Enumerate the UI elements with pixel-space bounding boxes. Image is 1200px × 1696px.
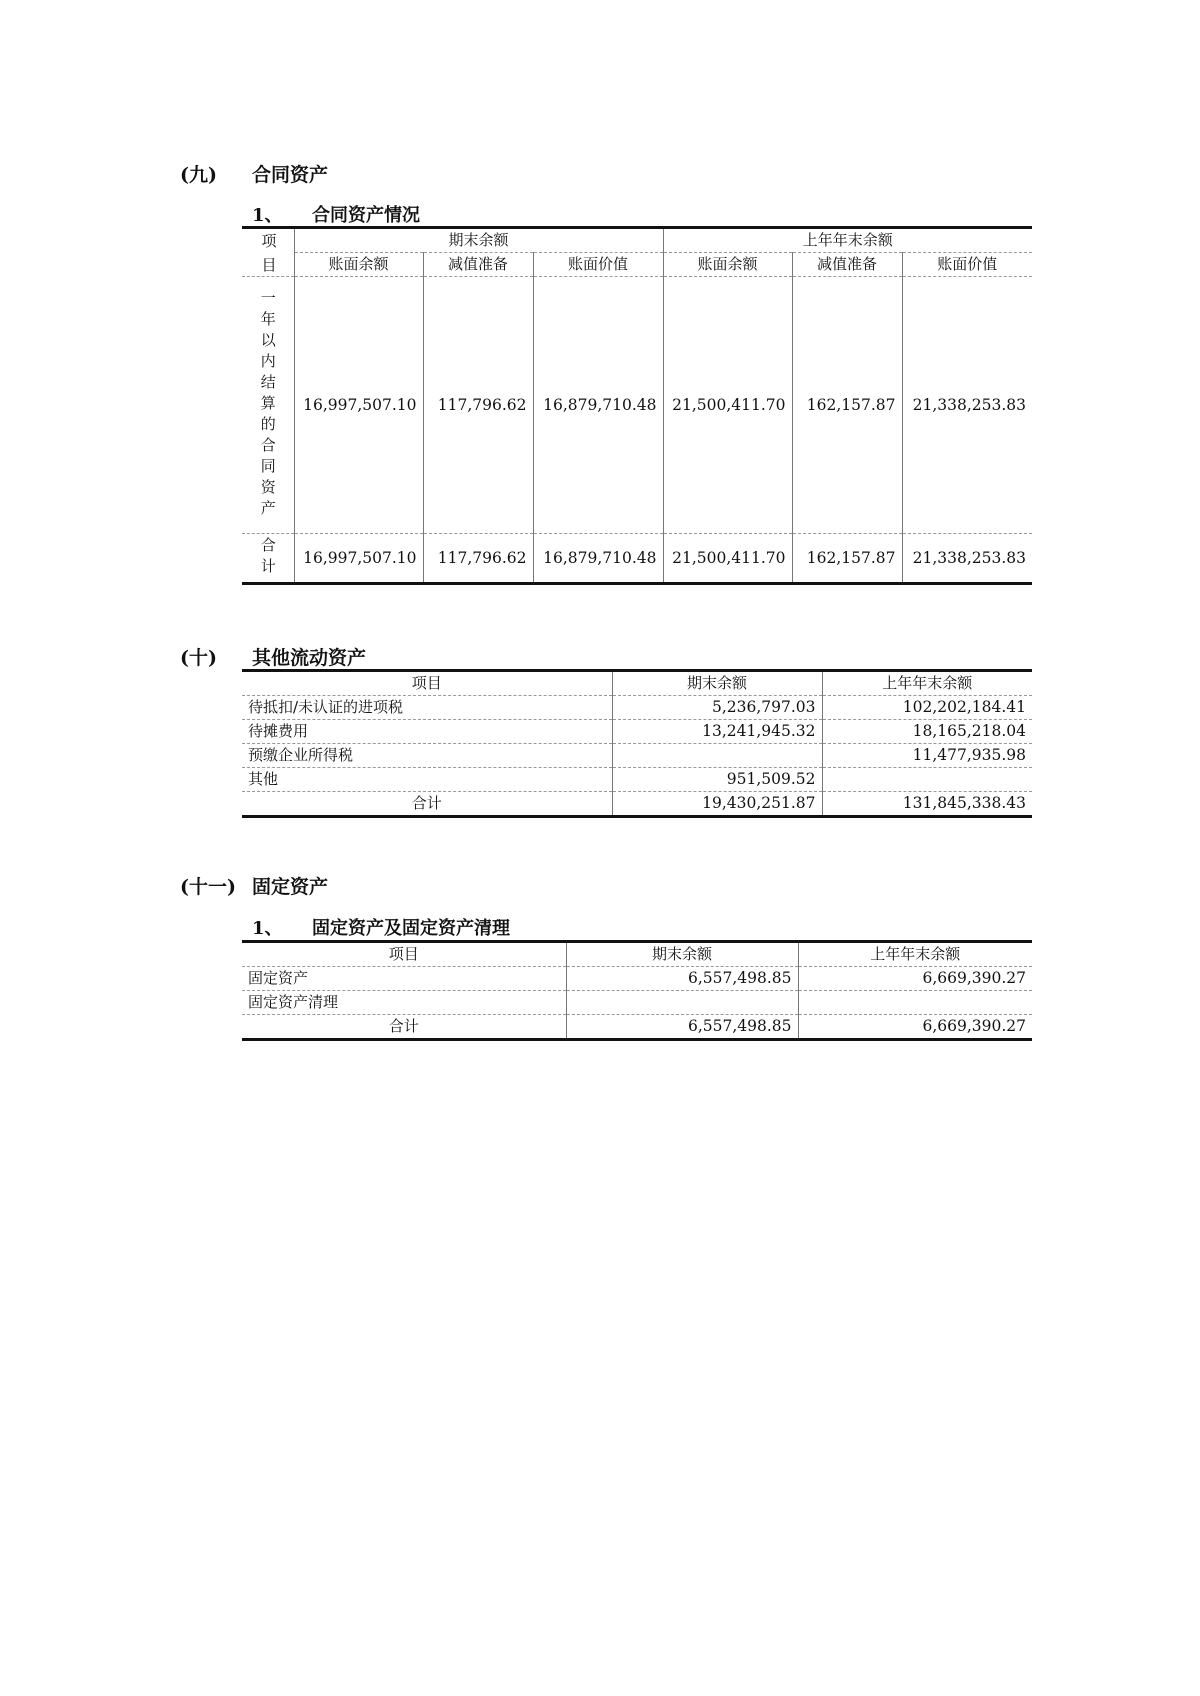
cell: 102,202,184.41 <box>902 698 1026 716</box>
row-label-text: 一年以内结算的合同资产 <box>258 289 277 521</box>
cell: 18,165,218.04 <box>912 722 1026 740</box>
total-cell: 16,997,507.10 <box>294 534 423 584</box>
subsection-9-1-number: 1、 <box>252 205 283 226</box>
header-period-end: 期末余额 <box>294 228 663 253</box>
header-item-char-2: 目 <box>261 256 277 274</box>
fixed-assets-table <box>242 940 1032 1041</box>
row-label-total <box>242 534 294 584</box>
cell: 951,509.52 <box>612 768 822 792</box>
row-label: 固定资产 <box>242 967 566 991</box>
subsection-11-1-number: 1、 <box>252 918 283 939</box>
cell: 11,477,935.98 <box>912 746 1026 764</box>
cell: 162,157.87 <box>792 277 902 534</box>
total-cell: 16,879,710.48 <box>533 534 663 584</box>
section-9-title: 合同资产 <box>252 164 329 186</box>
subsection-9-1-title: 合同资产情况 <box>312 205 420 226</box>
cell: 6,557,498.85 <box>566 967 798 991</box>
section-10-title: 其他流动资产 <box>252 647 367 669</box>
total-cell: 19,430,251.87 <box>612 792 822 817</box>
total-label: 合计 <box>242 792 612 817</box>
total-cell: 21,500,411.70 <box>663 534 792 584</box>
cell <box>566 991 798 1015</box>
row-label-within-one-year <box>242 277 294 534</box>
section-11-title: 固定资产 <box>252 876 329 898</box>
total-cell: 131,845,338.43 <box>902 794 1026 812</box>
col-header-2: 减值准备 <box>423 253 533 277</box>
header-period-end: 期末余额 <box>612 671 822 696</box>
cell: 21,338,253.83 <box>912 395 1027 414</box>
contract-assets-table <box>242 226 1032 585</box>
row-label: 固定资产清理 <box>242 991 566 1015</box>
header-item-vertical <box>258 229 280 277</box>
section-9-number: (九) <box>180 164 217 186</box>
cell: 13,241,945.32 <box>612 720 822 744</box>
total-cell: 117,796.62 <box>423 534 533 584</box>
section-11-number: (十一) <box>180 876 236 898</box>
col-header-1: 账面余额 <box>294 253 423 277</box>
cell: 6,669,390.27 <box>922 969 1026 987</box>
row-label: 待摊费用 <box>242 720 612 744</box>
total-cell: 6,669,390.27 <box>922 1017 1026 1035</box>
col-header-5: 减值准备 <box>792 253 902 277</box>
total-label: 合计 <box>242 1015 566 1040</box>
subsection-11-1-title: 固定资产及固定资产清理 <box>312 918 510 939</box>
header-prior-year-end: 上年年末余额 <box>870 945 961 963</box>
row-label: 预缴企业所得税 <box>242 744 612 768</box>
cell: 16,879,710.48 <box>533 277 663 534</box>
total-cell: 6,557,498.85 <box>566 1015 798 1040</box>
col-header-6: 账面价值 <box>937 255 998 273</box>
cell <box>798 991 1032 1015</box>
col-header-4: 账面余额 <box>663 253 792 277</box>
total-cell: 21,338,253.83 <box>912 548 1027 567</box>
header-period-end: 期末余额 <box>566 942 798 967</box>
cell <box>612 744 822 768</box>
header-prior-year-end: 上年年末余额 <box>663 228 1032 253</box>
cell <box>822 768 1032 792</box>
cell: 16,997,507.10 <box>294 277 423 534</box>
section-10-number: (十) <box>180 647 217 669</box>
header-prior-year-end: 上年年末余额 <box>882 674 973 692</box>
cell: 5,236,797.03 <box>612 696 822 720</box>
row-label: 其他 <box>242 768 612 792</box>
col-header-3: 账面价值 <box>533 253 663 277</box>
other-current-assets-table <box>242 669 1032 818</box>
total-label-text: 合计 <box>258 537 277 579</box>
row-label: 待抵扣/未认证的进项税 <box>242 696 612 720</box>
header-item: 项目 <box>242 942 566 967</box>
header-item: 项目 <box>242 671 612 696</box>
total-cell: 162,157.87 <box>792 534 902 584</box>
header-item-char-1: 项 <box>261 232 277 250</box>
cell: 117,796.62 <box>423 277 533 534</box>
cell: 21,500,411.70 <box>663 277 792 534</box>
